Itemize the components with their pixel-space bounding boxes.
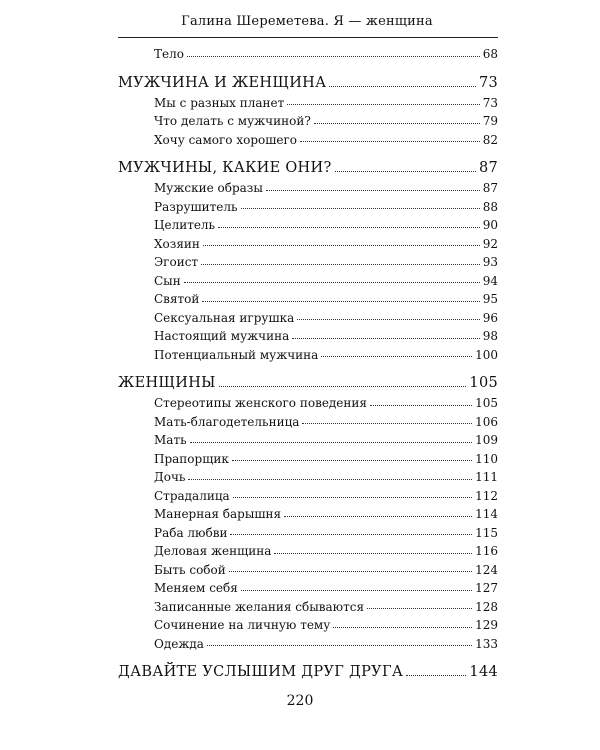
toc-entry-page: 127 bbox=[475, 581, 498, 595]
toc-entry-title: Дочь bbox=[154, 470, 186, 484]
dot-leader bbox=[370, 405, 472, 406]
toc-entry-page: 79 bbox=[482, 114, 498, 128]
dot-leader bbox=[203, 245, 480, 246]
dot-leader bbox=[333, 627, 472, 628]
dot-leader bbox=[187, 56, 480, 57]
dot-leader bbox=[300, 141, 480, 142]
toc-entry bbox=[118, 598, 498, 617]
toc-entry bbox=[118, 45, 498, 64]
toc-entry bbox=[118, 394, 498, 413]
dot-leader bbox=[202, 301, 479, 302]
toc-entry bbox=[118, 198, 498, 217]
dot-leader bbox=[230, 534, 472, 535]
toc-entry-page: 87 bbox=[482, 181, 498, 195]
toc-section-entry bbox=[118, 72, 498, 94]
toc-entry-page: 105 bbox=[475, 396, 498, 410]
toc-entry-title: Записанные желания сбываются bbox=[154, 599, 365, 614]
toc-entry-page: 112 bbox=[475, 488, 498, 503]
toc-entry bbox=[118, 450, 498, 469]
toc-entry-page: 128 bbox=[475, 599, 498, 614]
toc-entry-title: Быть собой bbox=[154, 562, 226, 577]
toc-entry bbox=[118, 468, 498, 487]
toc-entry-title: Что делать с мужчиной? bbox=[154, 114, 311, 128]
dot-leader bbox=[266, 190, 480, 191]
toc-entry-page: 144 bbox=[469, 664, 498, 680]
toc-entry-title: ЖЕНЩИНЫ bbox=[118, 375, 216, 391]
toc-entry bbox=[118, 346, 498, 365]
toc-entry-title: МУЖЧИНА И ЖЕНЩИНА bbox=[118, 74, 327, 91]
toc-entry-page: 100 bbox=[475, 347, 498, 362]
dot-leader bbox=[329, 86, 476, 87]
toc-entry bbox=[118, 542, 498, 561]
toc-entry-page: 94 bbox=[482, 273, 498, 288]
toc-entry-page: 98 bbox=[482, 329, 498, 343]
toc-entry-title: Разрушитель bbox=[154, 199, 238, 214]
dot-leader bbox=[229, 571, 472, 572]
toc-entry-page: 90 bbox=[482, 218, 498, 232]
toc-entry-title: Эгоист bbox=[154, 255, 199, 269]
toc-entry-title: МУЖЧИНЫ, КАКИЕ ОНИ? bbox=[118, 160, 332, 176]
dot-leader bbox=[190, 442, 472, 443]
toc-entry-page: 114 bbox=[475, 507, 498, 521]
toc-entry bbox=[118, 431, 498, 450]
toc-entry-page: 88 bbox=[482, 199, 498, 214]
toc-entry bbox=[118, 413, 498, 432]
dot-leader bbox=[188, 479, 472, 480]
toc-entry bbox=[118, 327, 498, 346]
toc-section-entry bbox=[118, 157, 498, 179]
dot-leader bbox=[218, 227, 480, 228]
toc-entry-title: Настоящий мужчина bbox=[154, 329, 290, 343]
toc-entry-title: Тело bbox=[154, 47, 184, 61]
running-title: Галина Шереметева. Я — женщина bbox=[181, 14, 433, 29]
dot-leader bbox=[219, 386, 467, 387]
dot-leader bbox=[335, 171, 476, 172]
toc-entry-title: Манерная барышня bbox=[154, 507, 282, 521]
toc-entry-title: Хозяин bbox=[154, 236, 200, 251]
toc-entry-page: 82 bbox=[482, 132, 498, 147]
toc-entry-page: 87 bbox=[478, 160, 498, 176]
dot-leader bbox=[297, 319, 479, 320]
toc-entry-page: 96 bbox=[482, 310, 498, 325]
dot-leader bbox=[287, 104, 480, 105]
toc-entry bbox=[118, 524, 498, 543]
toc-entry-page: 109 bbox=[475, 433, 498, 447]
toc-entry-page: 105 bbox=[469, 375, 498, 391]
toc-entry-page: 92 bbox=[482, 236, 498, 251]
toc-entry-title: Деловая женщина bbox=[154, 544, 272, 558]
toc-entry-title: Мать-благодетельница bbox=[154, 414, 300, 429]
toc-entry bbox=[118, 253, 498, 272]
toc-entry-title: Мы с разных планет bbox=[154, 95, 285, 110]
toc-entry-page: 110 bbox=[475, 451, 498, 466]
toc-entry-page: 73 bbox=[482, 95, 498, 110]
toc-entry-title: Прапорщик bbox=[154, 451, 229, 466]
toc-entry bbox=[118, 635, 498, 654]
toc-entry-title: Раба любви bbox=[154, 525, 228, 540]
dot-leader bbox=[201, 264, 480, 265]
toc-section-entry bbox=[118, 372, 498, 394]
toc-entry-page: 115 bbox=[475, 525, 498, 540]
toc-entry bbox=[118, 561, 498, 580]
toc-entry-title: Одежда bbox=[154, 636, 204, 651]
toc-entry-title: Мужские образы bbox=[154, 181, 263, 195]
toc-entry bbox=[118, 235, 498, 254]
toc-entry bbox=[118, 94, 498, 113]
toc-entry-title: Мать bbox=[154, 433, 187, 447]
toc-entry bbox=[118, 112, 498, 131]
toc-entry-page: 116 bbox=[475, 544, 498, 558]
toc-section-entry bbox=[118, 661, 498, 683]
dot-leader bbox=[233, 497, 472, 498]
dot-leader bbox=[274, 553, 472, 554]
toc-entry bbox=[118, 309, 498, 328]
toc-entry bbox=[118, 487, 498, 506]
toc-entry bbox=[118, 216, 498, 235]
dot-leader bbox=[292, 338, 479, 339]
toc-entry bbox=[118, 579, 498, 598]
toc-entry bbox=[118, 505, 498, 524]
dot-leader bbox=[207, 645, 472, 646]
toc-entry-title: Святой bbox=[154, 292, 200, 306]
page-number: 220 bbox=[286, 693, 314, 709]
toc-entry-page: 106 bbox=[475, 414, 498, 429]
toc-entry bbox=[118, 616, 498, 635]
toc-entry-title: Потенциальный мужчина bbox=[154, 347, 319, 362]
dot-leader bbox=[406, 675, 466, 676]
dot-leader bbox=[184, 282, 480, 283]
header-rule bbox=[118, 37, 498, 38]
toc-entry bbox=[118, 290, 498, 309]
toc-entry-page: 124 bbox=[475, 562, 498, 577]
dot-leader bbox=[302, 423, 472, 424]
toc-entry-title: Сочинение на личную тему bbox=[154, 618, 331, 632]
toc-entry-title: Сексуальная игрушка bbox=[154, 310, 295, 325]
toc-entry-page: 111 bbox=[475, 470, 498, 484]
toc-entry-title: Сын bbox=[154, 273, 181, 288]
toc-entry-page: 93 bbox=[482, 255, 498, 269]
toc-entry bbox=[118, 179, 498, 198]
dot-leader bbox=[321, 356, 472, 357]
dot-leader bbox=[241, 590, 472, 591]
toc-entry-title: Меняем себя bbox=[154, 581, 238, 595]
toc-entry-page: 95 bbox=[482, 292, 498, 306]
toc-entry-title: Стереотипы женского поведения bbox=[154, 396, 367, 410]
toc-entry-title: Целитель bbox=[154, 218, 216, 232]
toc-entry-page: 129 bbox=[475, 618, 498, 632]
dot-leader bbox=[284, 516, 472, 517]
dot-leader bbox=[314, 123, 480, 124]
dot-leader bbox=[367, 608, 472, 609]
dot-leader bbox=[232, 460, 472, 461]
toc-entry bbox=[118, 131, 498, 150]
table-of-contents bbox=[118, 45, 498, 683]
dot-leader bbox=[241, 208, 480, 209]
toc-entry bbox=[118, 272, 498, 291]
toc-entry-title: Хочу самого хорошего bbox=[154, 132, 298, 147]
toc-entry-page: 68 bbox=[482, 47, 498, 61]
toc-entry-page: 133 bbox=[475, 636, 498, 651]
toc-entry-title: ДАВАЙТЕ УСЛЫШИМ ДРУГ ДРУГА bbox=[118, 664, 404, 680]
toc-entry-page: 73 bbox=[478, 74, 498, 91]
toc-entry-title: Страдалица bbox=[154, 488, 230, 503]
